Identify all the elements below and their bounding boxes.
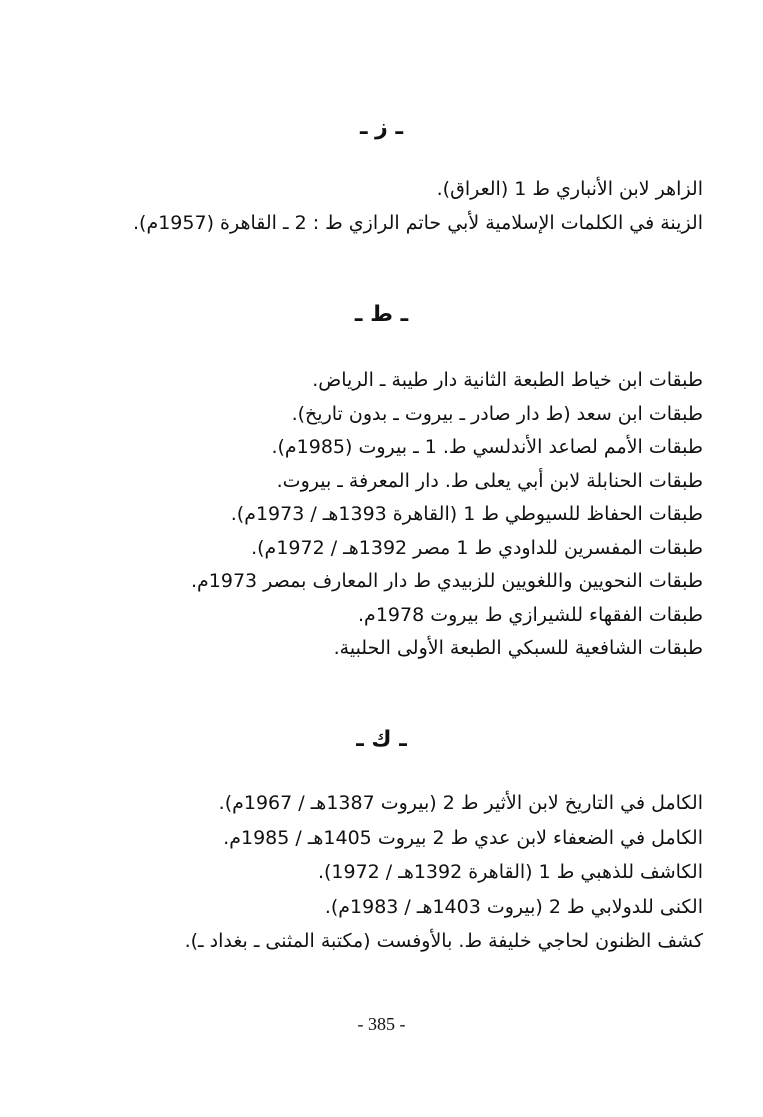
list-item: طبقات المفسرين للداودي ط 1 مصر 1392هـ / 1972م). (251, 536, 703, 559)
list-item: الكنى للدولابي ط 2 (بيروت 1403هـ / 1983م). (324, 895, 703, 918)
section-heading-kaf: ـ ك ـ (356, 727, 407, 752)
list-item: الزاهر لابن الأنباري ط 1 (العراق). (436, 178, 703, 200)
list-item: طبقات النحويين واللغويين للزبيدي ط دار المعارف بمصر 1973م. (190, 570, 703, 592)
entries-list-ta (103, 364, 703, 666)
list-item: طبقات الحفاظ للسيوطي ط 1 (القاهرة 1393هـ / 1973م). (230, 503, 703, 525)
list-item: كشف الظنون لحاجي خليفة ط. بالأوفست (مكتبة المثنى ـ بغداد ـ). (184, 930, 703, 952)
list-item: طبقات الشافعية للسبكي الطبعة الأولى الحلبية. (333, 637, 703, 659)
entries-list-zay (103, 172, 703, 240)
entries-list-kaf (103, 786, 703, 959)
list-item: طبقات ابن خياط الطبعة الثانية دار طيبة ـ الرياض. (312, 369, 703, 391)
page-number: - 385 - (357, 1014, 406, 1034)
list-item: الكاشف للذهبي ط 1 (القاهرة 1392هـ / 1972). (317, 861, 703, 883)
list-item: الزينة في الكلمات الإسلامية لأبي حاتم الرازي ط : 2 ـ القاهرة (1957م). (133, 212, 703, 234)
section-heading-ta: ـ ط ـ (354, 302, 409, 327)
list-item: طبقات الفقهاء للشيرازي ط بيروت 1978م. (358, 603, 703, 626)
section-heading-zay: ـ ز ـ (359, 115, 404, 140)
list-item: الكامل في الضعفاء لابن عدي ط 2 بيروت 1405هـ / 1985م. (223, 826, 703, 849)
list-item: طبقات الحنابلة لابن أبي يعلى ط. دار المعرفة ـ بيروت. (276, 469, 703, 492)
list-item: طبقات الأمم لصاعد الأندلسي ط. 1 ـ بيروت (1985م). (271, 436, 703, 458)
list-item: الكامل في التاريخ لابن الأثير ط 2 (بيروت 1387هـ / 1967م). (218, 792, 703, 814)
list-item: طبقات ابن سعد (ط دار صادر ـ بيروت ـ بدون تاريخ). (291, 402, 703, 425)
